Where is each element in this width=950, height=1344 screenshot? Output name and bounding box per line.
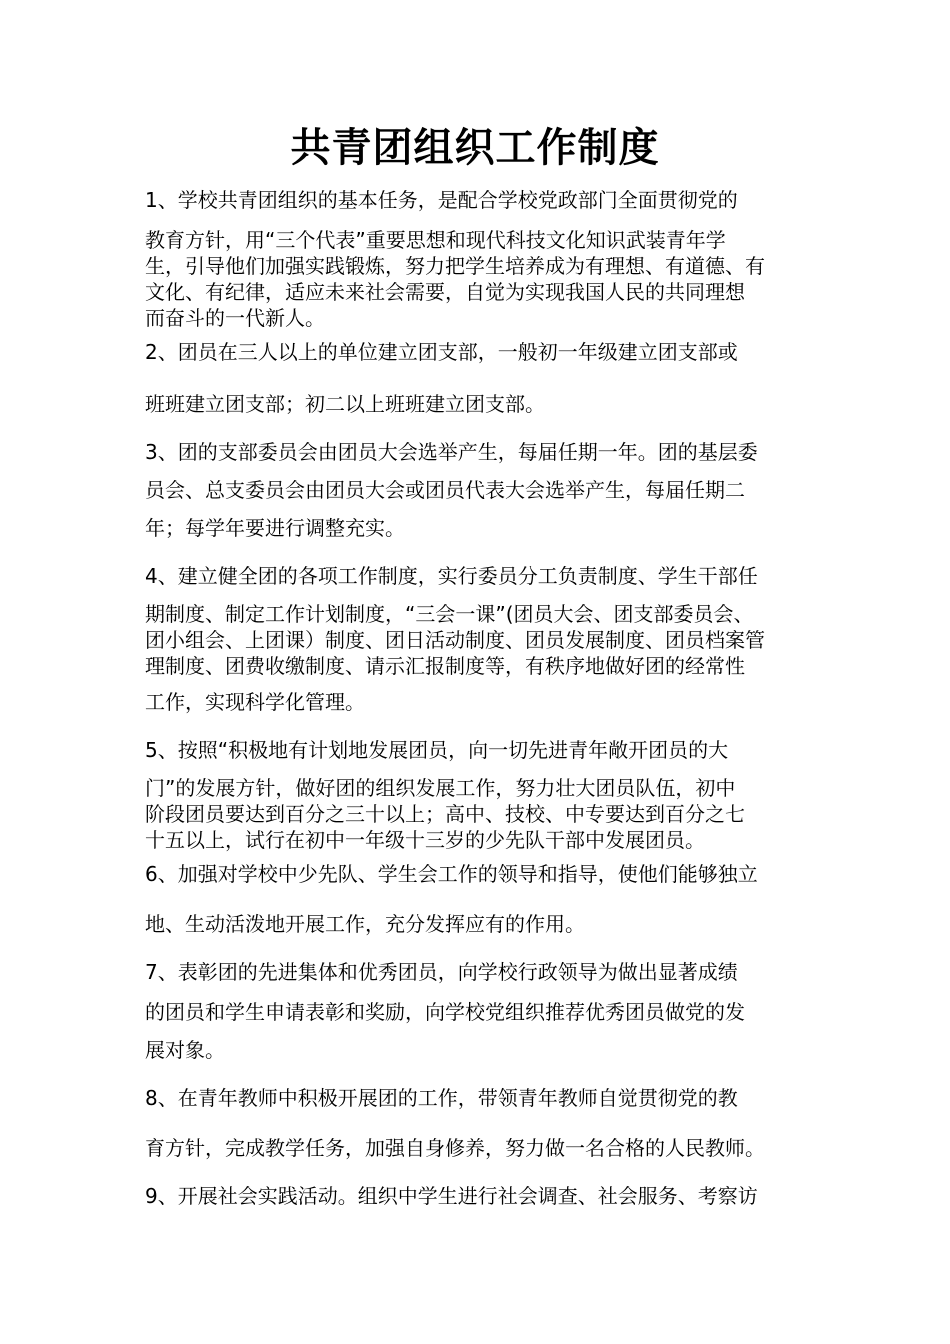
paragraph-line: 期制度、制定工作计划制度，“三会一课”(团员大会、团支部委员会、 xyxy=(145,602,754,626)
paragraph-line: 阶段团员要达到百分之三十以上；高中、技校、中专要达到百分之七 xyxy=(145,802,745,826)
paragraph-8 xyxy=(145,1082,825,1178)
paragraph-line: 6、加强对学校中少先队、学生会工作的领导和指导，使他们能够独立 xyxy=(145,862,758,886)
document-title: 共青团组织工作制度 xyxy=(290,125,660,171)
paragraph-line: 班班建立团支部；初二以上班班建立团支部。 xyxy=(145,392,545,416)
paragraph-line: 4、建立健全团的各项工作制度，实行委员分工负责制度、学生干部任 xyxy=(145,564,758,588)
paragraph-line: 1、学校共青团组织的基本任务，是配合学校党政部门全面贯彻党的 xyxy=(145,188,738,212)
paragraph-line: 2、团员在三人以上的单位建立团支部，一般初一年级建立团支部或 xyxy=(145,340,738,364)
paragraph-line: 7、表彰团的先进集体和优秀团员，向学校行政领导为做出显著成绩 xyxy=(145,960,738,984)
paragraph-line: 员会、总支委员会由团员大会或团员代表大会选举产生，每届任期二 xyxy=(145,478,745,502)
paragraph-9 xyxy=(145,1180,825,1252)
paragraph-line: 地、生动活泼地开展工作，充分发挥应有的作用。 xyxy=(145,912,585,936)
paragraph-line: 理制度、团费收缴制度、请示汇报制度等，有秩序地做好团的经常性 xyxy=(145,654,745,678)
paragraph-line: 生，引导他们加强实践锻炼，努力把学生培养成为有理想、有道德、有 xyxy=(145,254,765,278)
paragraph-7 xyxy=(145,956,825,1076)
paragraph-1 xyxy=(145,184,825,352)
paragraph-line: 展对象。 xyxy=(145,1038,225,1062)
paragraph-line: 教育方针，用“三个代表”重要思想和现代科技文化知识武装青年学 xyxy=(145,228,726,252)
paragraph-6 xyxy=(145,858,825,954)
paragraph-line: 十五以上，试行在初中一年级十三岁的少先队干部中发展团员。 xyxy=(145,828,705,852)
paragraph-line: 9、开展社会实践活动。组织中学生进行社会调查、社会服务、考察访 xyxy=(145,1184,758,1208)
paragraph-2 xyxy=(145,336,825,432)
paragraph-5 xyxy=(145,734,825,878)
paragraph-line: 年；每学年要进行调整充实。 xyxy=(145,516,405,540)
paragraph-line: 文化、有纪律，适应未来社会需要，自觉为实现我国人民的共同理想 xyxy=(145,280,745,304)
paragraph-line: 工作，实现科学化管理。 xyxy=(145,690,365,714)
paragraph-line: 3、团的支部委员会由团员大会选举产生，每届任期一年。团的基层委 xyxy=(145,440,758,464)
paragraph-line: 的团员和学生申请表彰和奖励，向学校党组织推荐优秀团员做党的发 xyxy=(145,1000,745,1024)
paragraph-3 xyxy=(145,436,825,556)
paragraph-line: 团小组会、上团课）制度、团日活动制度、团员发展制度、团员档案管 xyxy=(145,628,765,652)
paragraph-line: 8、在青年教师中积极开展团的工作，带领青年教师自觉贯彻党的教 xyxy=(145,1086,738,1110)
paragraph-line: 5、按照“积极地有计划地发展团员，向一切先进青年敞开团员的大 xyxy=(145,738,729,762)
paragraph-line: 而奋斗的一代新人。 xyxy=(145,306,325,330)
paragraph-line: 门”的发展方针，做好团的组织发展工作，努力壮大团员队伍，初中 xyxy=(145,776,736,800)
paragraph-4 xyxy=(145,560,825,728)
paragraph-line: 育方针，完成教学任务，加强自身修养，努力做一名合格的人民教师。 xyxy=(145,1136,765,1160)
